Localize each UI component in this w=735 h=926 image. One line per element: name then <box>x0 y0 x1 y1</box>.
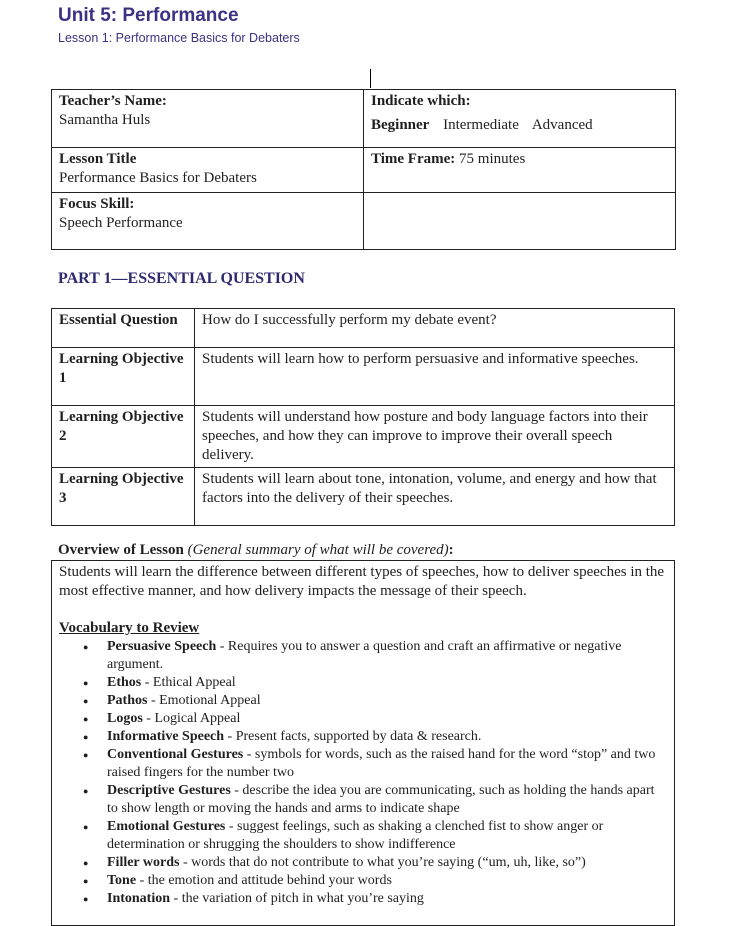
overview-colon: : <box>448 542 454 558</box>
lesson-info-table <box>51 89 676 250</box>
overview-box[interactable] <box>51 560 675 926</box>
objective-3-label: Learning Objective 3 <box>52 468 195 526</box>
vocab-item <box>107 710 667 728</box>
overview-heading-line <box>58 542 454 559</box>
unit-title: Unit 5: Performance <box>58 5 239 26</box>
overview-heading: Overview of Lesson <box>58 542 184 558</box>
vocab-def: - Requires you to answer a question and craft an affirmative or negative argument. <box>107 639 622 672</box>
time-frame-cell[interactable] <box>364 148 676 193</box>
teacher-label: Teacher’s Name: <box>59 93 167 109</box>
vocab-def: - Logical Appeal <box>142 711 241 726</box>
vocab-def: - suggest feelings, such as shaking a clenched fist to show anger or determination or shrugging the shoulders to show indifference <box>107 819 604 852</box>
vocab-item <box>107 818 667 854</box>
indicate-label: Indicate which: <box>371 93 471 109</box>
overview-hint: (General summary of what will be covered) <box>187 542 449 558</box>
vocab-item <box>107 638 667 674</box>
vocab-item <box>107 692 667 710</box>
teacher-name: Samantha Huls <box>59 112 151 128</box>
vocab-term: Descriptive Gestures <box>107 783 231 798</box>
vocab-term: Tone <box>107 873 137 888</box>
vocab-def: - describe the idea you are communicating, such as holding the hands apart to show length or moving the hands and arms to indicate shape <box>107 783 655 816</box>
focus-skill-label: Focus Skill: <box>59 196 135 212</box>
vocab-title: Vocabulary to Review <box>59 620 200 636</box>
time-frame-value: 75 minutes <box>459 151 526 167</box>
vocab-item <box>107 728 667 746</box>
objective-2-label: Learning Objective 2 <box>52 406 195 468</box>
lesson-title-cell[interactable] <box>52 148 364 193</box>
objective-2-text[interactable]: Students will understand how posture and body language factors into their speeches, and how they can improve to improve their overall speech delivery. <box>195 406 675 468</box>
lesson-subtitle: Lesson 1: Performance Basics for Debaters <box>58 31 300 45</box>
vocab-term: Intonation <box>107 891 171 906</box>
vocab-def: - the emotion and attitude behind your words <box>136 873 392 888</box>
vocab-term: Logos <box>107 711 143 726</box>
vocab-item <box>107 674 667 692</box>
vocab-item <box>107 782 667 818</box>
vocab-item <box>107 746 667 782</box>
objective-3-text[interactable]: Students will learn about tone, intonation, volume, and energy and how that factors into the delivery of their speeches. <box>195 468 675 526</box>
vocab-def: - Emotional Appeal <box>147 693 261 708</box>
essential-question-label: Essential Question <box>52 309 195 348</box>
vocab-def: - the variation of pitch in what you’re saying <box>170 891 424 906</box>
teacher-cell[interactable] <box>52 90 364 148</box>
focus-skill-value: Speech Performance <box>59 215 183 231</box>
vocab-item <box>107 872 667 890</box>
objective-1-label: Learning Objective 1 <box>52 348 195 406</box>
vocab-list <box>59 638 667 908</box>
part1-heading: PART 1—ESSENTIAL QUESTION <box>58 270 305 287</box>
vocab-item <box>107 890 667 908</box>
level-advanced[interactable]: Advanced <box>531 117 593 133</box>
essential-question-text[interactable]: How do I successfully perform my debate event? <box>195 309 675 348</box>
overview-summary: Students will learn the difference between different types of speeches, how to deliver speeches in the most effective manner, and how delivery impacts the message of their speech. <box>59 564 665 599</box>
essential-question-table <box>51 308 675 526</box>
vocab-term: Filler words <box>107 855 180 870</box>
empty-cell[interactable] <box>364 193 676 250</box>
vocab-term: Conventional Gestures <box>107 747 244 762</box>
vocab-term: Ethos <box>107 675 142 690</box>
vocab-item <box>107 854 667 872</box>
vocab-def: - Ethical Appeal <box>141 675 236 690</box>
lesson-title-label: Lesson Title <box>59 151 137 167</box>
level-cell[interactable] <box>364 90 676 148</box>
text-cursor <box>370 69 371 88</box>
vocab-def: - Present facts, supported by data & research. <box>224 729 482 744</box>
lesson-title-value: Performance Basics for Debaters <box>59 170 257 186</box>
objective-1-text[interactable]: Students will learn how to perform persuasive and informative speeches. <box>195 348 675 406</box>
vocab-def: - symbols for words, such as the raised hand for the word “stop” and two raised fingers for the number two <box>107 747 656 780</box>
vocab-term: Persuasive Speech <box>107 639 217 654</box>
time-frame-label: Time Frame: <box>371 151 456 167</box>
level-intermediate[interactable]: Intermediate <box>443 117 519 133</box>
vocab-def: - words that do not contribute to what you’re saying (“um, uh, like, so”) <box>179 855 586 870</box>
level-options <box>371 116 668 135</box>
vocab-term: Pathos <box>107 693 148 708</box>
vocab-term: Emotional Gestures <box>107 819 226 834</box>
level-beginner[interactable]: Beginner <box>371 117 430 133</box>
vocab-term: Informative Speech <box>107 729 225 744</box>
focus-skill-cell[interactable] <box>52 193 364 250</box>
